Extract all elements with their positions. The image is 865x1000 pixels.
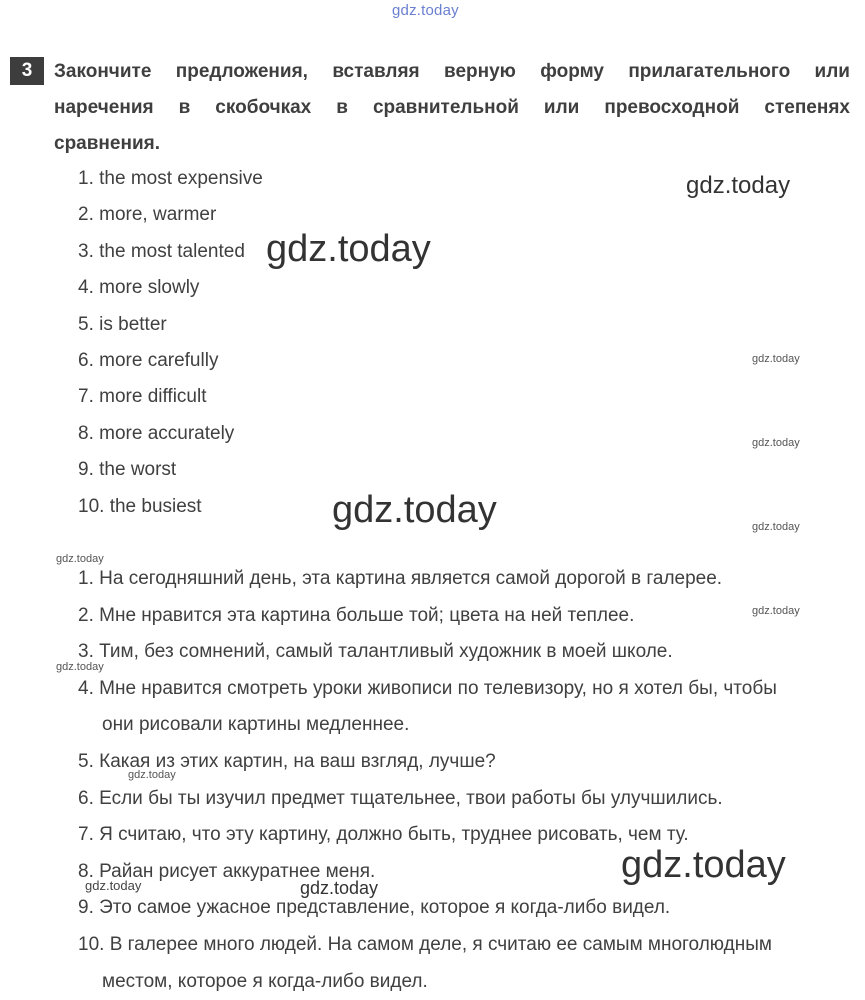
watermark: gdz.today	[85, 878, 142, 893]
translation-item	[78, 890, 853, 927]
site-logo: gdz.today	[392, 2, 459, 19]
translation-item	[78, 561, 853, 598]
answer-item: 3. the most talented	[78, 240, 245, 262]
translation-item	[78, 744, 853, 781]
answer-item: 1. the most expensive	[78, 168, 263, 189]
answer-item: 8. more accurately	[78, 422, 235, 444]
translation-item	[78, 598, 853, 635]
translation-continuation: местом, которое я когда-либо видел.	[102, 970, 428, 992]
translation-item	[78, 671, 853, 744]
watermark: gdz.today	[752, 521, 800, 533]
translation-text: 6. Если бы ты изучил предмет тщательнее, твои работы бы улучшились.	[78, 787, 723, 809]
watermark: gdz.today	[266, 228, 431, 270]
translation-text: 9. Это самое ужасное представление, которое я когда-либо видел.	[78, 897, 671, 919]
translation-continuation: они рисовали картины медленнее.	[102, 714, 410, 736]
translation-text: 8. Райан рисует аккуратнее меня.	[78, 860, 376, 882]
answer-item: 5. is better	[78, 313, 167, 335]
task-instruction-line: сравнения.	[54, 133, 160, 154]
translation-item	[78, 927, 853, 1000]
watermark: gdz.today	[752, 605, 800, 617]
watermark: gdz.today	[752, 353, 800, 365]
answer-item: 9. the worst	[78, 459, 177, 481]
watermark: gdz.today	[128, 769, 176, 781]
translation-text: 7. Я считаю, что эту картину, должно быть, труднее рисовать, чем ту.	[78, 824, 689, 846]
watermark: gdz.today	[56, 553, 104, 565]
task-number-badge: 3	[10, 57, 44, 85]
answer-item: 10. the busiest	[78, 495, 202, 517]
task-instruction	[54, 54, 850, 162]
translation-item	[78, 634, 853, 671]
answer-item: 7. more difficult	[78, 386, 207, 408]
translation-text: 5. Какая из этих картин, на ваш взгляд, лучше?	[78, 750, 496, 772]
task-instruction-line: Закончите предложения, вставляя верную форму прилагательного или	[54, 61, 850, 82]
task-instruction-line: наречения в скобочках в сравнительной или превосходной степенях	[54, 97, 850, 118]
answer-list	[78, 162, 263, 526]
translation-item	[78, 781, 853, 818]
translation-text: 2. Мне нравится эта картина больше той; цвета на ней теплее.	[78, 604, 635, 626]
translation-text: 3. Тим, без сомнений, самый талантливый художник в моей школе.	[78, 641, 673, 663]
answer-item: 4. more slowly	[78, 277, 200, 299]
translation-text: 4. Мне нравится смотреть уроки живописи по телевизору, но я хотел бы, чтобы	[78, 677, 777, 699]
watermark: gdz.today	[300, 878, 379, 898]
answer-item: 6. more carefully	[78, 349, 219, 371]
answer-item: 2. more, warmer	[78, 204, 217, 226]
watermark: gdz.today	[686, 172, 791, 199]
watermark: gdz.today	[621, 844, 786, 886]
watermark: gdz.today	[332, 489, 497, 531]
translation-text: 1. На сегодняшний день, эта картина является самой дорогой в галерее.	[78, 568, 723, 589]
watermark: gdz.today	[56, 661, 104, 673]
watermark: gdz.today	[752, 437, 800, 449]
translation-list	[78, 561, 853, 1000]
translation-text: 10. В галерее много людей. На самом деле, я считаю ее самым многолюдным	[78, 933, 772, 955]
